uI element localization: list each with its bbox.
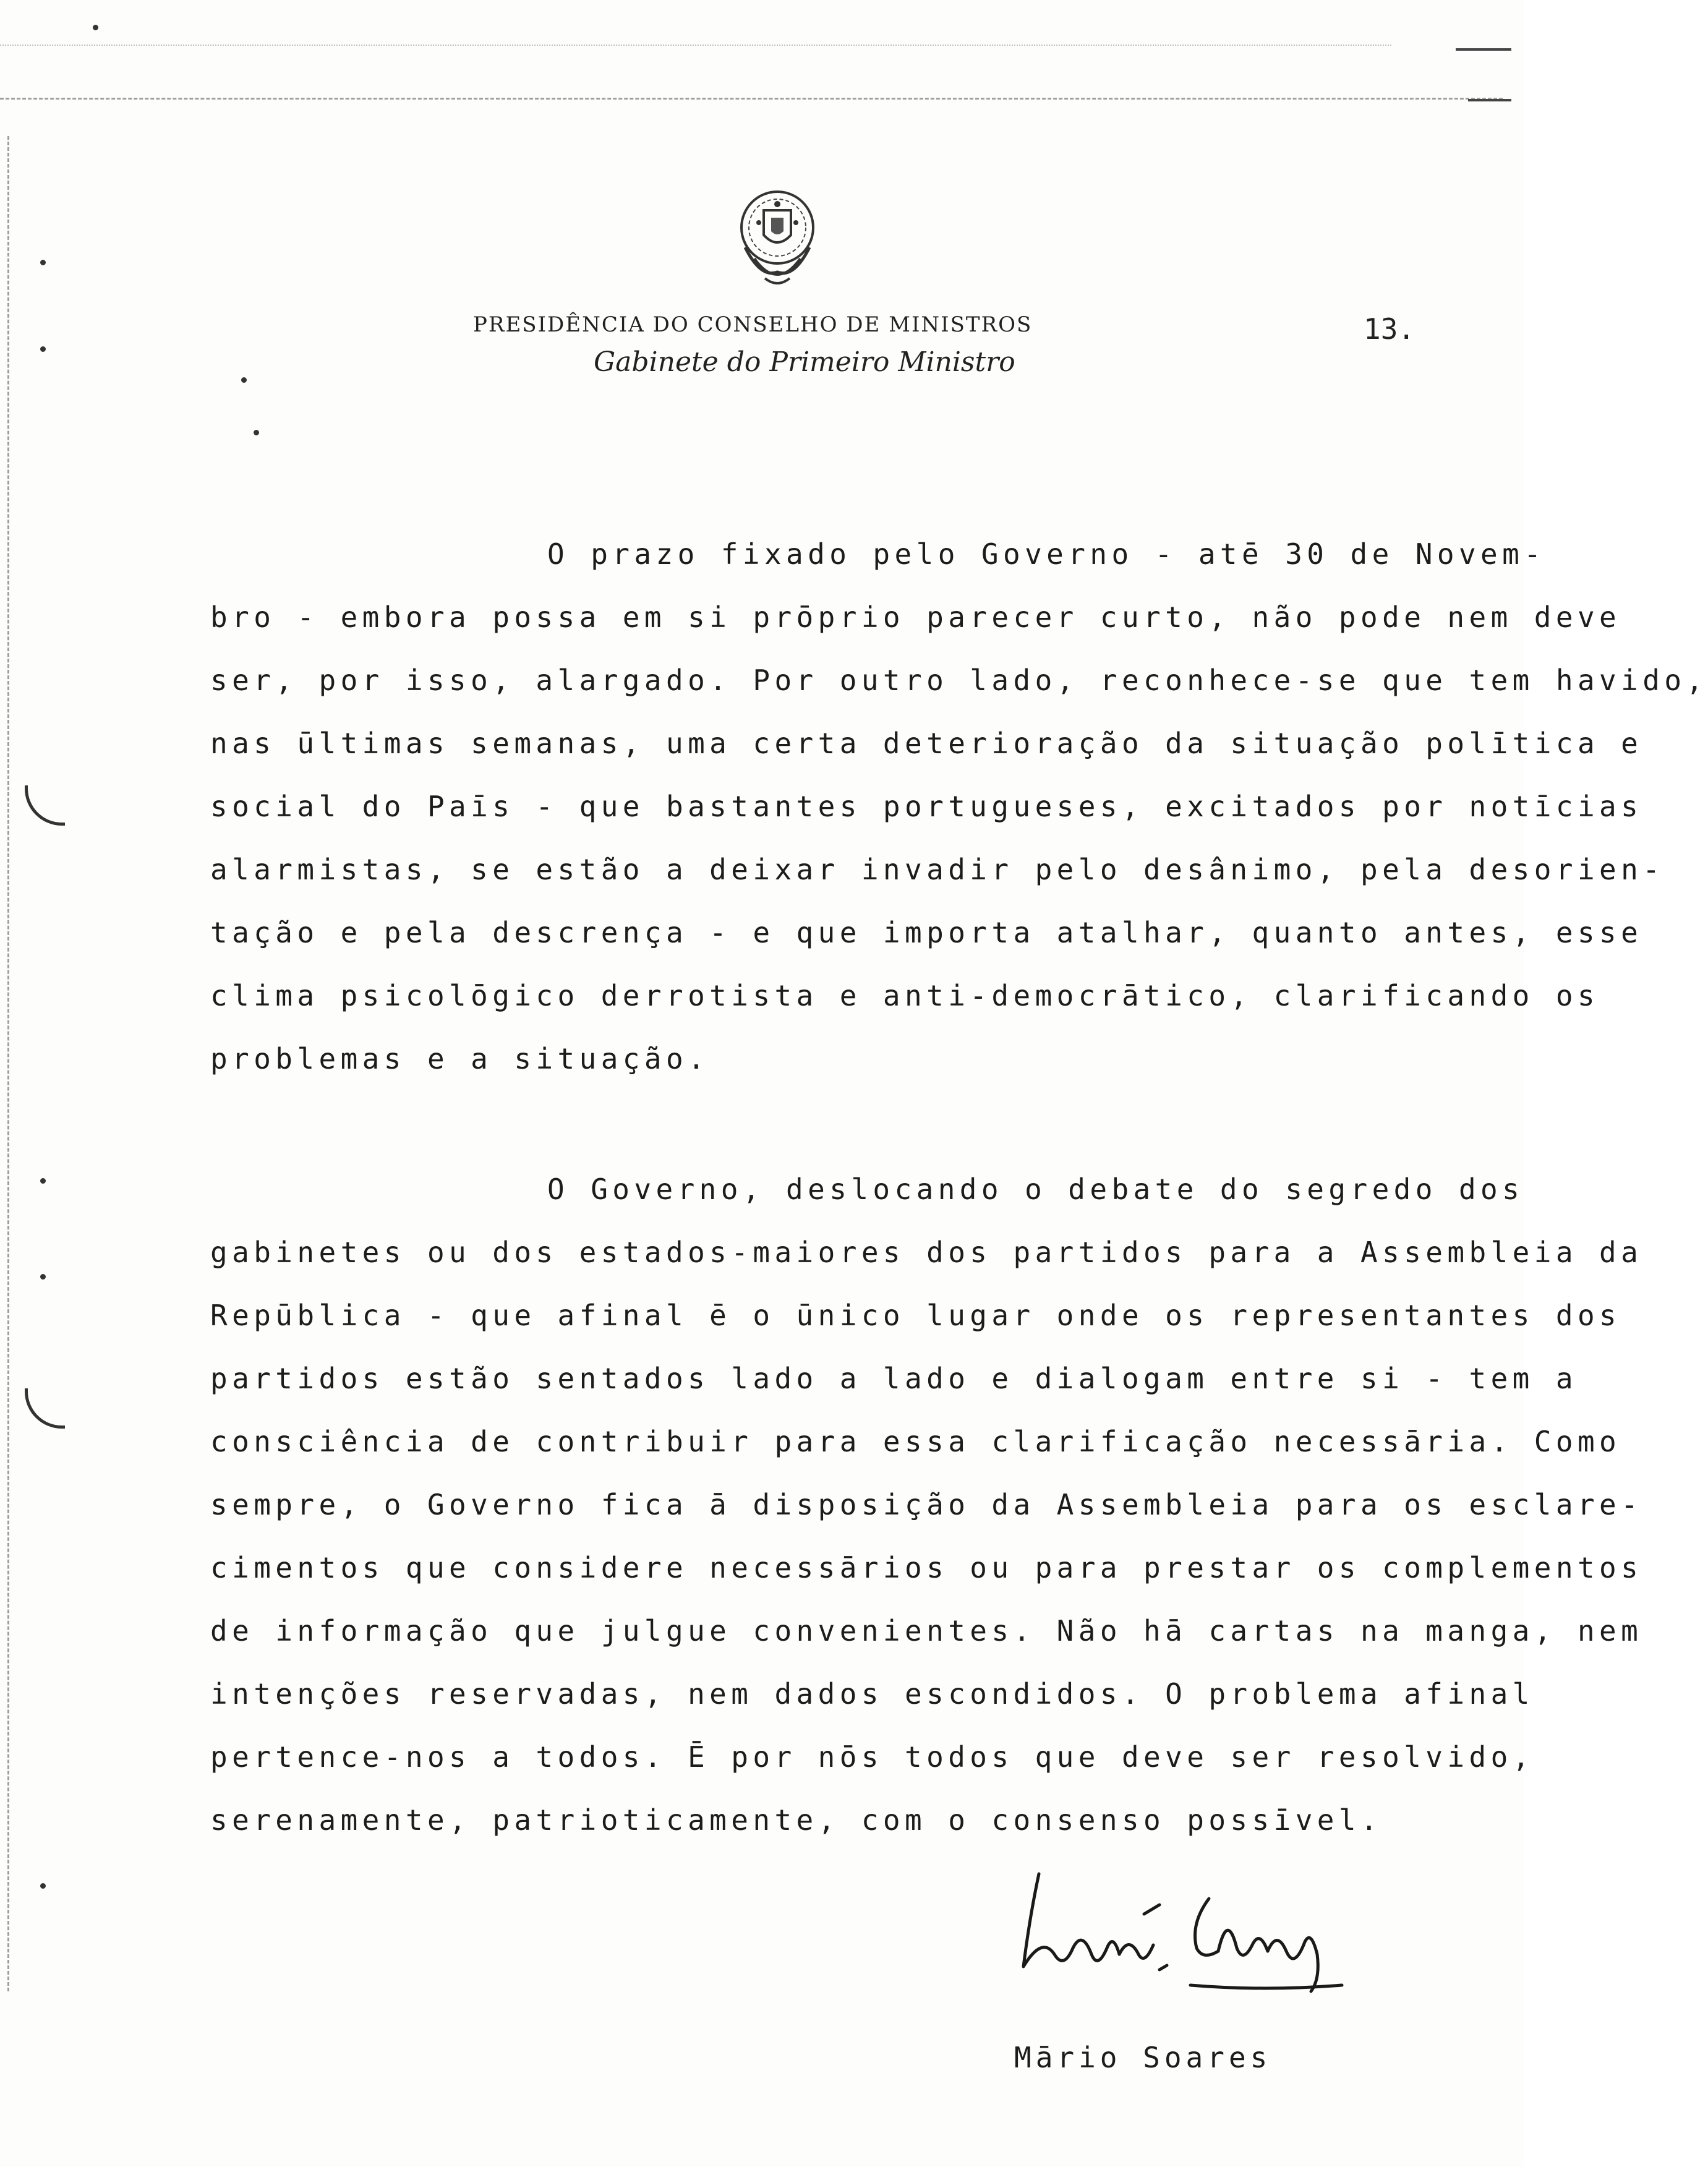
coat-of-arms-icon [733,186,822,294]
scan-artifact-line [0,98,1503,100]
text-line: clima psicolōgico derrotista e anti-democrātico, clarificando os [210,979,1600,1012]
scan-speck [241,377,247,383]
text-line: problemas e a situação. [210,1042,710,1075]
text-line: bro - embora possa em si prōprio parecer curto, não pode nem deve [210,601,1621,634]
text-line: tação e pela descrença - e que importa atalhar, quanto antes, esse [210,916,1643,949]
scan-speck [40,1883,46,1889]
text-line: consciência de contribuir para essa clarificação necessāria. Como [210,1425,1621,1458]
text-line: intenções reservadas, nem dados escondidos. O problema afinal [210,1677,1534,1711]
punch-hole-mark [25,785,65,826]
text-line: Repūblica - que afinal ē o ūnico lugar onde os representantes dos [210,1299,1621,1332]
page-subtitle: Gabinete do Primeiro Ministro [594,346,1015,378]
scan-speck [40,1178,46,1184]
scan-artifact-corner-mark [1468,99,1511,101]
text-line: serenamente, patrioticamente, com o consenso possīvel. [210,1803,1383,1837]
scan-speck [254,430,259,435]
text-line: de informação que julgue convenientes. Não hā cartas na manga, nem [210,1614,1643,1648]
text-line: cimentos que considere necessārios ou para prestar os complementos [210,1551,1643,1584]
text-line: pertence-nos a todos. Ē por nōs todos que deve ser resolvido, [210,1740,1534,1774]
paragraph-2 [210,1158,1643,1852]
text-line: O Governo, deslocando o debate do segredo dos [547,1173,1524,1206]
paragraph-1 [210,523,1708,1090]
text-line: ser, por isso, alargado. Por outro lado, reconhece-se que tem havido, [210,664,1708,697]
text-line: gabinetes ou dos estados-maiores dos partidos para a Assembleia da [210,1236,1643,1269]
text-line: social do Paīs - que bastantes portugueses, excitados por notīcias [210,790,1643,823]
text-line: nas ūltimas semanas, uma certa deterioração da situação polītica e [210,727,1643,760]
scan-speck [40,346,46,352]
text-line: alarmistas, se estão a deixar invadir pelo desânimo, pela desorien- [210,853,1665,886]
scan-speck [93,25,98,30]
signer-name: Mārio Soares [1014,2041,1272,2074]
scan-artifact-line-top [0,45,1391,46]
text-line: O prazo fixado pelo Governo - atē 30 de Novem- [547,537,1546,571]
scan-artifact-corner-mark [1456,48,1511,51]
scan-speck [40,1274,46,1280]
punch-hole-mark [25,1388,65,1429]
scan-artifact-left-edge [7,136,9,1991]
handwritten-signature [1005,1861,1351,2004]
text-line: partidos estão sentados lado a lado e dialogam entre si - tem a [210,1362,1578,1395]
text-line: sempre, o Governo fica ā disposição da Assembleia para os esclare- [210,1488,1643,1521]
page-title: PRESIDÊNCIA DO CONSELHO DE MINISTROS [473,312,1033,337]
page-number: 13. [1364,312,1416,346]
scan-speck [40,260,46,265]
